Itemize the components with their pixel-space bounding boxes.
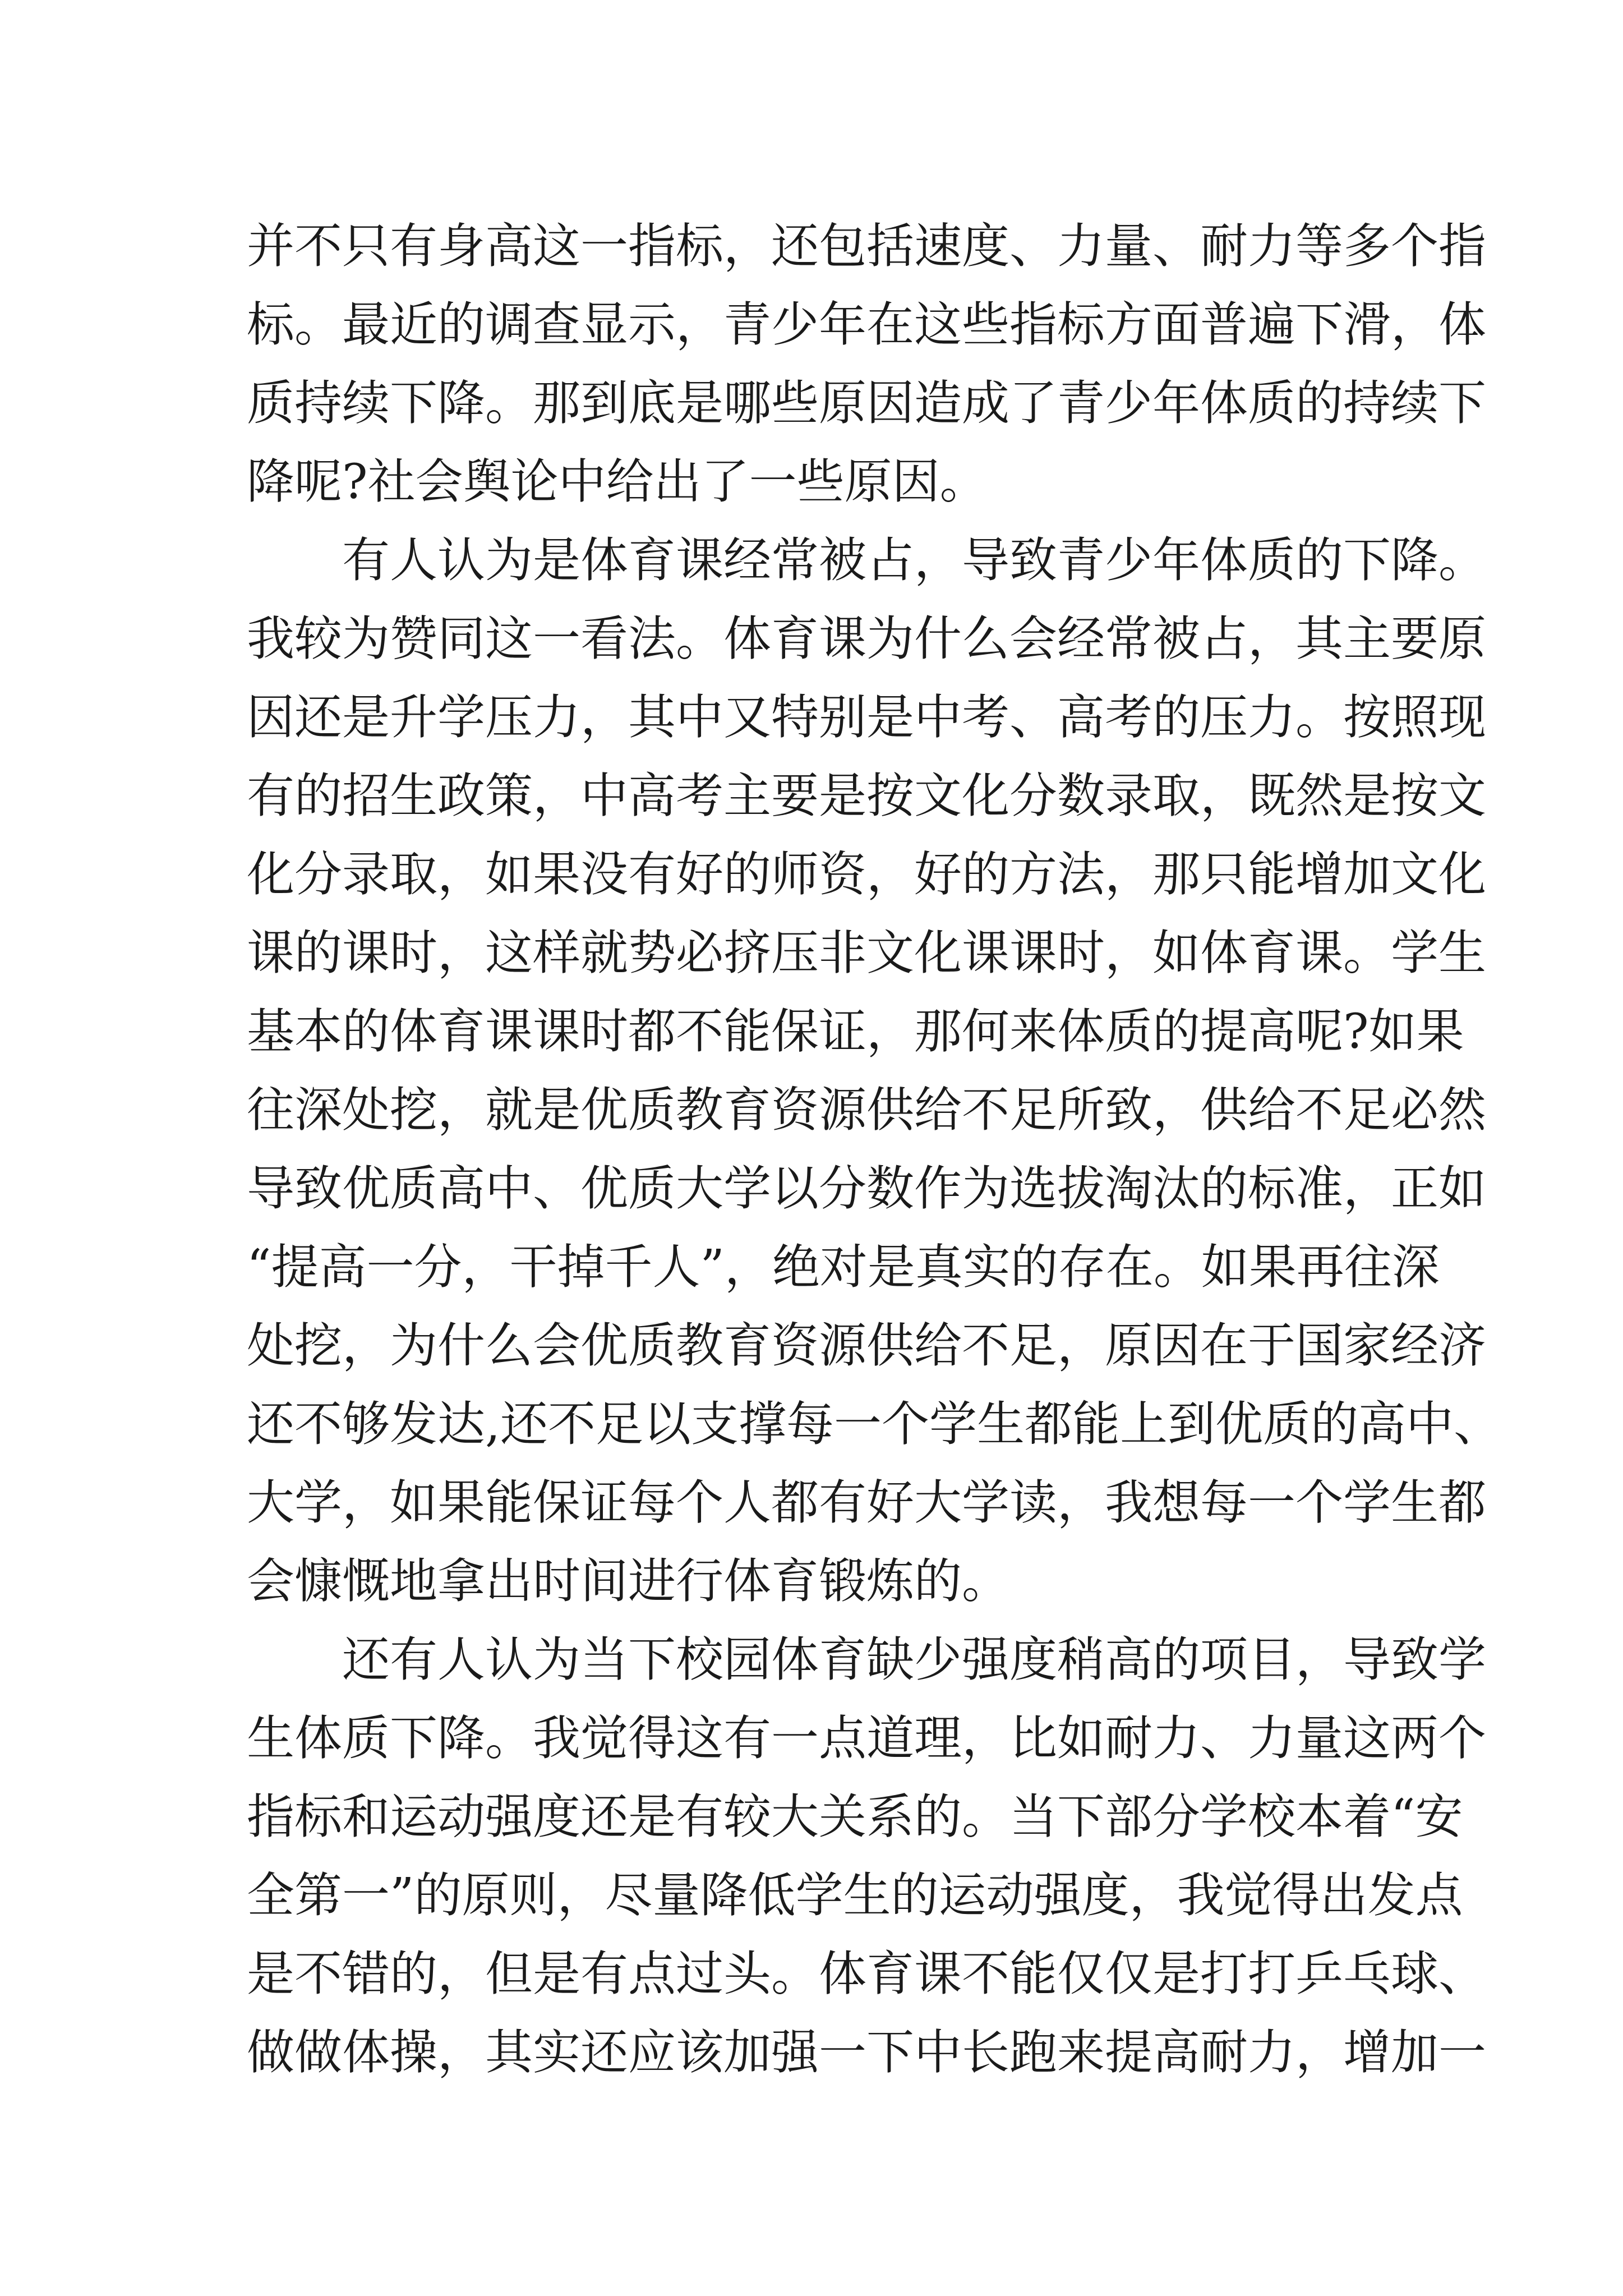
- text-line: 化分录取，如果没有好的师资，好的方法，那只能增加文化: [247, 847, 1487, 903]
- text-line: 课的课时，这样就势必挤压非文化课课时，如体育课。学生: [247, 926, 1487, 981]
- text-line: 我较为赞同这一看法。体育课为什么会经常被占，其主要原: [247, 611, 1487, 667]
- text-line: 做做体操，其实还应该加强一下中长跑来提高耐力，增加一: [247, 2025, 1487, 2081]
- text-line: 标。最近的调查显示，青少年在这些指标方面普遍下滑，体: [247, 297, 1487, 353]
- text-line: 有的招生政策，中高考主要是按文化分数录取，既然是按文: [247, 769, 1487, 824]
- text-line: 质持续下降。那到底是哪些原因造成了青少年体质的持续下: [247, 376, 1487, 431]
- text-line: 全第一”的原则，尽量降低学生的运动强度，我觉得出发点: [247, 1868, 1463, 1924]
- text-line: 还不够发达,还不足以支撑每一个学生都能上到优质的高中、: [247, 1397, 1502, 1452]
- text-line: 指标和运动强度还是有较大关系的。当下部分学校本着“安: [247, 1789, 1463, 1845]
- paragraph-first-line: 有人认为是体育课经常被占，导致青少年体质的下降。: [342, 533, 1487, 588]
- text-line: 因还是升学压力，其中又特别是中考、高考的压力。按照现: [247, 690, 1487, 746]
- text-line: 是不错的，但是有点过头。体育课不能仅仅是打打乒乓球、: [247, 1947, 1487, 2002]
- text-line: 生体质下降。我觉得这有一点道理，比如耐力、力量这两个: [247, 1711, 1487, 1766]
- text-line: 导致优质高中、优质大学以分数作为选拔淘汰的标准，正如: [247, 1161, 1487, 1217]
- paragraph-first-line: 还有人认为当下校园体育缺少强度稍高的项目，导致学: [342, 1632, 1487, 1688]
- text-line: “提高一分，干掉千人”，绝对是真实的存在。如果再往深: [247, 1240, 1440, 1295]
- text-line: 并不只有身高这一指标，还包括速度、力量、耐力等多个指: [247, 219, 1487, 274]
- text-line: 基本的体育课课时都不能保证，那何来体质的提高呢?如果: [247, 1004, 1464, 1060]
- text-line: 降呢?社会舆论中给出了一些原因。: [247, 454, 988, 510]
- text-line: 处挖，为什么会优质教育资源供给不足，原因在于国家经济: [247, 1318, 1487, 1374]
- text-line: 会慷慨地拿出时间进行体育锻炼的。: [247, 1554, 1010, 1609]
- text-line: 大学，如果能保证每个人都有好大学读，我想每一个学生都: [247, 1475, 1487, 1531]
- text-line: 往深处挖，就是优质教育资源供给不足所致，供给不足必然: [247, 1083, 1487, 1138]
